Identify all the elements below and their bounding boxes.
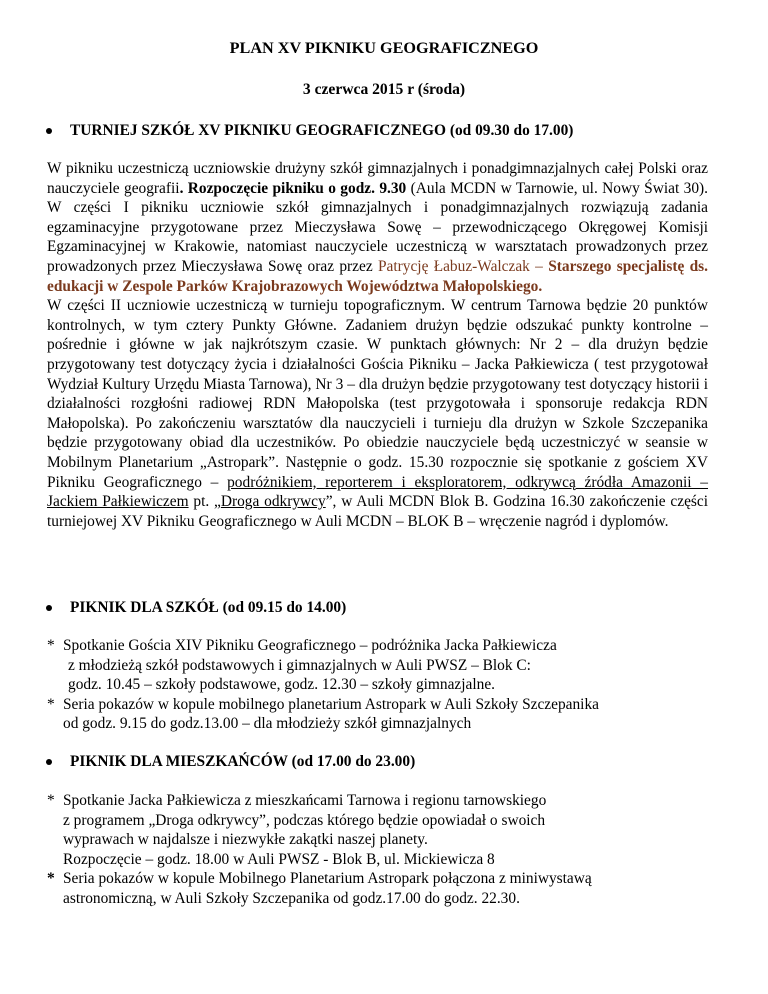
- tournament-description: [47, 159, 708, 531]
- section-heading-tournament: [70, 121, 573, 141]
- paragraph-part-1: [47, 159, 708, 296]
- list-line: Rozpoczęcie – godz. 18.00 w Auli PWSZ - Blok B, ul. Mickiewicza 8: [63, 850, 495, 868]
- list-line: Seria pokazów w kopule Mobilnego Planetarium Astropark połączona z miniwystawą: [63, 870, 592, 888]
- bullet-icon: [46, 605, 52, 611]
- list-line: godz. 10.45 – szkoły podstawowe, godz. 12.30 – szkoły gimnazjalne.: [68, 676, 496, 694]
- schools-list: [47, 636, 727, 734]
- text-run-underlined: podróżnikiem, reporterem i eksploratorem, odkrywcą źródła Amazonii –Jackiem Pałkiewiczem: [47, 473, 709, 511]
- residents-list: [47, 791, 727, 909]
- paragraph-part-2: [47, 296, 708, 531]
- section-heading-text: PIKNIK DLA MIESZKAŃCÓW (od 17.00 do 23.00): [70, 753, 416, 770]
- asterisk-marker: *: [47, 792, 55, 809]
- text-run-colored: Patrycję Łabuz-Walczak –: [377, 257, 549, 275]
- list-line: od godz. 9.15 do godz.13.00 – dla młodzieży szkół gimnazjalnych: [63, 715, 472, 733]
- text-run-underlined: Droga odkrywcy: [220, 493, 326, 511]
- page-title: PLAN XV PIKNIKU GEOGRAFICZNEGO: [229, 39, 539, 57]
- text-run-bold: . Rozpoczęcie pikniku o godz. 9.30: [179, 179, 407, 197]
- asterisk-marker: *: [47, 870, 55, 888]
- list-line: Seria pokazów w kopule mobilnego planetarium Astropark w Auli Szkoły Szczepanika: [63, 695, 599, 713]
- text-run: pt. „: [188, 493, 221, 511]
- asterisk-marker: *: [47, 695, 55, 713]
- list-item: [47, 636, 727, 695]
- list-line: astronomiczną, w Auli Szkoły Szczepanika od godz.17.00 do godz. 22.30.: [63, 889, 520, 907]
- list-line: z programem „Droga odkrywcy”, podczas którego będzie opowiadał o swoich: [63, 811, 546, 829]
- list-item: [47, 869, 727, 908]
- section-heading-text: TURNIEJ SZKÓŁ XV PIKNIKU GEOGRAFICZNEGO (od 09.30 do 17.00): [70, 122, 574, 139]
- list-line: z młodzieżą szkół podstawowych i gimnazjalnych w Auli PWSZ – Blok C:: [68, 656, 531, 674]
- list-item: [47, 791, 727, 869]
- list-item: [47, 695, 727, 734]
- text-run: W części II uczniowie uczestniczą w turnieju topograficznym. W centrum Tarnowa będzie 20 punktów kontrolnych, w tym cztery Punkty Główne. Zadaniem drużyn będzie odszukać punkty kontrolne – pośrednie i główne w jak najkrótszym czasie. W punktach głównych: Nr 2 – dla drużyn będzie przygotowany test dotyczący życia i działalności Gościa Pikniku – Jacka Pałkiewicza ( test przygotował Wydział Kultury Urzędu Miasta Tarnowa), Nr 3 – dla drużyn będzie przygotowany test dotyczący historii i działalności rozgłośni radiowej RDN Małopolska (test przygotowała i sponsoruje redakcja RDN Małopolska). Po zakończeniu warsztatów dla nauczycieli i turnieju dla drużyn w Szkole Szczepanika będzie przygotowany obiad dla uczestników. Po obiedzie nauczyciele będą uczestniczyć w seansie w Mobilnym Planetarium „Astropark”. Następnie o godz. 15.30 rozpocznie się spotkanie z gościem XV Pikniku Geograficznego –: [47, 297, 708, 491]
- section-heading-schools: [70, 598, 346, 618]
- text-run: ”, w Auli MCDN Blok B. Godzina 16.30 zakończenie części turniejowej XV Pikniku Geograficznego w Auli MCDN – BLOK B – wręczenie nagród i dyplomów.: [47, 493, 708, 530]
- asterisk-marker: *: [47, 637, 55, 654]
- text-run-bold-colored: Starszego specjalistę ds. edukacji w Zespole Parków Krajobrazowych Województwa Małopolskiego.: [47, 257, 708, 295]
- bullet-icon: [46, 759, 52, 765]
- event-date: 3 czerwca 2015 r (środa): [302, 81, 466, 98]
- section-heading-text: PIKNIK DLA SZKÓŁ (od 09.15 do 14.00): [70, 599, 347, 616]
- list-line: wyprawach w najdalsze i niezwykłe zakątki naszej planety.: [63, 831, 428, 849]
- bullet-icon: [46, 128, 52, 134]
- text-run: W pikniku uczestniczą uczniowskie drużyny szkół gimnazjalnych i ponadgimnazjalnych całej Polski oraz nauczyciele geografii: [47, 160, 708, 197]
- text-run: (Aula MCDN w Tarnowie, ul. Nowy Świat 30). W części I pikniku uczniowie szkół gimnazjalnych i ponadgimnazjalnych rozwiązują zadania egzaminacyjne przygotowane przez Mieczysława Sowę – przewodniczącego Okręgowej Komisji Egzaminacyjnej w Krakowie, natomiast nauczyciele uczestniczą w warsztatach prowadzonych przez prowadzonych przez Mieczysława Sowę oraz przez: [47, 179, 708, 275]
- list-line: Spotkanie Gościa XIV Pikniku Geograficznego – podróżnika Jacka Pałkiewicza: [63, 637, 557, 654]
- section-heading-residents: [70, 752, 415, 772]
- list-line: Spotkanie Jacka Pałkiewicza z mieszkańcami Tarnowa i regionu tarnowskiego: [63, 792, 547, 809]
